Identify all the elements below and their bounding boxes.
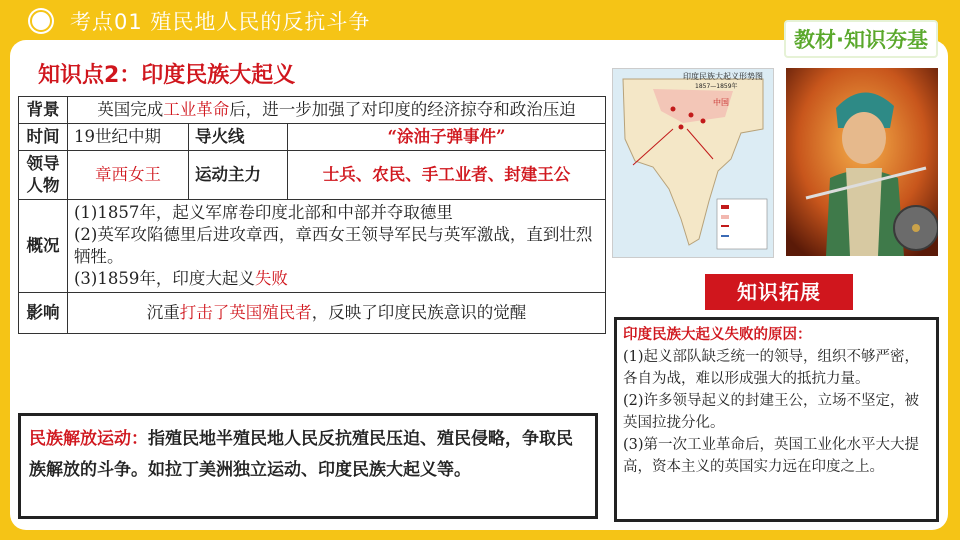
impact-highlight: 打击了英国殖民者 xyxy=(179,303,312,322)
knowledge-point-title: 知识点2：印度民族大起义 xyxy=(38,63,296,88)
extension-item: (2)许多领导起义的封建王公，立场不坚定，被英国拉拢分化。 xyxy=(623,393,920,431)
section-badge: 教材·知识夯基 xyxy=(784,20,938,58)
time-value: 19世纪中期 xyxy=(68,124,189,151)
table-row xyxy=(19,151,606,200)
extension-heading: 印度民族大起义失败的原因： xyxy=(623,327,812,343)
row-label: 领导人物 xyxy=(19,151,68,200)
table-row xyxy=(19,200,606,293)
portrait-graphic xyxy=(786,68,938,256)
impact-text-end: ，反映了印度民族意识的觉醒 xyxy=(311,303,527,322)
row-label: 影响 xyxy=(19,293,68,334)
overview-text: (3)1859年，印度大起义 xyxy=(74,269,255,288)
page-title: 考点01 殖民地人民的反抗斗争 xyxy=(70,10,371,34)
definition-box xyxy=(18,413,598,519)
extension-item: (1)起义部队缺乏统一的领导，组织不够严密，各自为战，难以形成强大的抵抗力量。 xyxy=(623,349,920,387)
map-graphic xyxy=(613,69,773,257)
background-text: 英国完成 xyxy=(97,100,164,119)
india-uprising-map xyxy=(612,68,774,258)
knowledge-extension-label: 知识拓展 xyxy=(705,274,853,310)
fuse-label: 导火线 xyxy=(189,124,288,151)
background-highlight: 工业革命 xyxy=(163,100,230,119)
row-label: 概况 xyxy=(19,200,68,293)
rani-of-jhansi-portrait xyxy=(786,68,938,256)
circle-icon xyxy=(30,10,52,32)
definition-term: 民族解放运动： xyxy=(29,429,148,449)
force-value: 士兵、农民、手工业者、封建王公 xyxy=(288,151,606,200)
fuse-value: “涂油子弹事件” xyxy=(288,124,606,151)
info-table xyxy=(18,96,606,334)
force-label: 运动主力 xyxy=(189,151,288,200)
extension-item: (3)第一次工业革命后，英国工业化水平大大提高，资本主义的英国实力远在印度之上。 xyxy=(623,437,920,475)
overview-cell xyxy=(68,200,606,293)
extension-box xyxy=(614,317,939,522)
map-country-label: 中国 xyxy=(713,98,729,107)
overview-line: (1)1857年，起义军席卷印度北部和中部并夺取德里 xyxy=(74,203,453,222)
overview-line: (2)英军攻陷德里后进攻章西，章西女王领导军民与英军激战，直到壮烈牺牲。 xyxy=(74,225,593,266)
map-subtitle: 1857—1859年 xyxy=(695,83,738,90)
impact-cell xyxy=(68,293,606,334)
background-text-end: 后，进一步加强了对印度的经济掠夺和政治压迫 xyxy=(229,100,576,119)
row-label: 背景 xyxy=(19,97,68,124)
table-row xyxy=(19,97,606,124)
definition-text: 指殖民地半殖民地人民反抗殖民压迫、殖民侵略，争取民族解放的斗争。如拉丁美洲独立运动、印度民族大起义等。 xyxy=(29,429,573,480)
overview-highlight: 失败 xyxy=(254,269,288,288)
leader-value: 章西女王 xyxy=(68,151,189,200)
map-title: 印度民族大起义形势图 xyxy=(683,72,763,81)
table-row xyxy=(19,293,606,334)
overview-line xyxy=(74,268,599,290)
impact-text: 沉重 xyxy=(146,303,180,322)
row-label: 时间 xyxy=(19,124,68,151)
table-row xyxy=(19,124,606,151)
background-cell xyxy=(68,97,606,124)
